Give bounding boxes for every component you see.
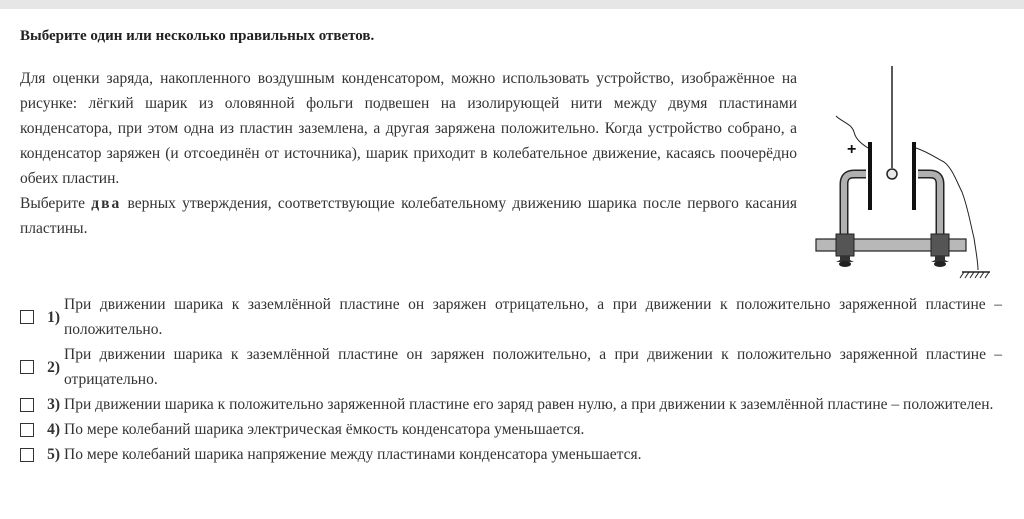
capacitor-device-figure	[812, 62, 990, 284]
answer-number: 2)	[47, 358, 60, 376]
answer-number: 4)	[47, 421, 60, 438]
plus-sign: +	[847, 141, 857, 158]
question-paragraph-2: Выберите два верных утверждения, соответствующие колебательному движению шарика после первого касания пластины.	[20, 195, 797, 237]
right-plate	[912, 142, 916, 210]
answer-text: При движении шарика к заземлённой пластине он заряжен положительно, а при движении к положительно заряженной пластине – отрицательно.	[64, 346, 1002, 388]
left-holder	[844, 174, 866, 240]
answer-option-2[interactable]	[20, 342, 1002, 392]
answer-checkbox-5[interactable]	[20, 448, 34, 462]
answer-text: По мере колебаний шарика электрическая ёмкость конденсатора уменьшается.	[64, 421, 585, 438]
question-text	[20, 66, 797, 241]
answer-checkbox-3[interactable]	[20, 398, 34, 412]
answer-checkbox-4[interactable]	[20, 423, 34, 437]
answer-text: По мере колебаний шарика напряжение между пластинами конденсатора уменьшается.	[64, 446, 642, 463]
answer-number: 1)	[47, 308, 60, 326]
answer-number: 5)	[47, 446, 60, 463]
answer-option-1[interactable]	[20, 292, 1002, 342]
answer-option-4[interactable]	[20, 417, 1002, 442]
emphasis-word: два	[91, 195, 122, 212]
task-instruction: Выберите один или несколько правильных ответов.	[20, 28, 375, 44]
left-plate	[868, 142, 872, 210]
foil-ball	[887, 169, 897, 179]
answer-checkbox-1[interactable]	[20, 310, 34, 324]
top-bar	[0, 0, 1024, 9]
answer-option-3[interactable]	[20, 392, 1002, 417]
right-holder	[918, 174, 940, 240]
answer-text: При движении шарика к положительно заряженной пластине его заряд равен нулю, а при движении к заземлённой пластине – положителен.	[64, 396, 994, 413]
left-clamp	[836, 234, 854, 256]
answer-option-5[interactable]	[20, 442, 1002, 467]
ground-symbol	[960, 272, 990, 278]
answer-options	[20, 292, 1002, 467]
question-paragraph-1: Для оценки заряда, накопленного воздушным конденсатором, можно использовать устройство, изображённое на рисунке: лёгкий шарик из оловянной фольги подвешен на изолирующей нити между двумя пластинами конденсатора, при этом одна из пластин заземлена, а другая заряжена положительно. Когда устройство собрано, а конденсатор заряжен (и отсоединён от источника), шарик приходит в колебательное движение, касаясь поочерёдно обеих пластин.	[20, 70, 797, 187]
answer-text: При движении шарика к заземлённой пластине он заряжен отрицательно, а при движении к положительно заряженной пластине – положительно.	[64, 296, 1002, 338]
right-clamp	[931, 234, 949, 256]
answer-number: 3)	[47, 396, 60, 413]
answer-checkbox-2[interactable]	[20, 360, 34, 374]
